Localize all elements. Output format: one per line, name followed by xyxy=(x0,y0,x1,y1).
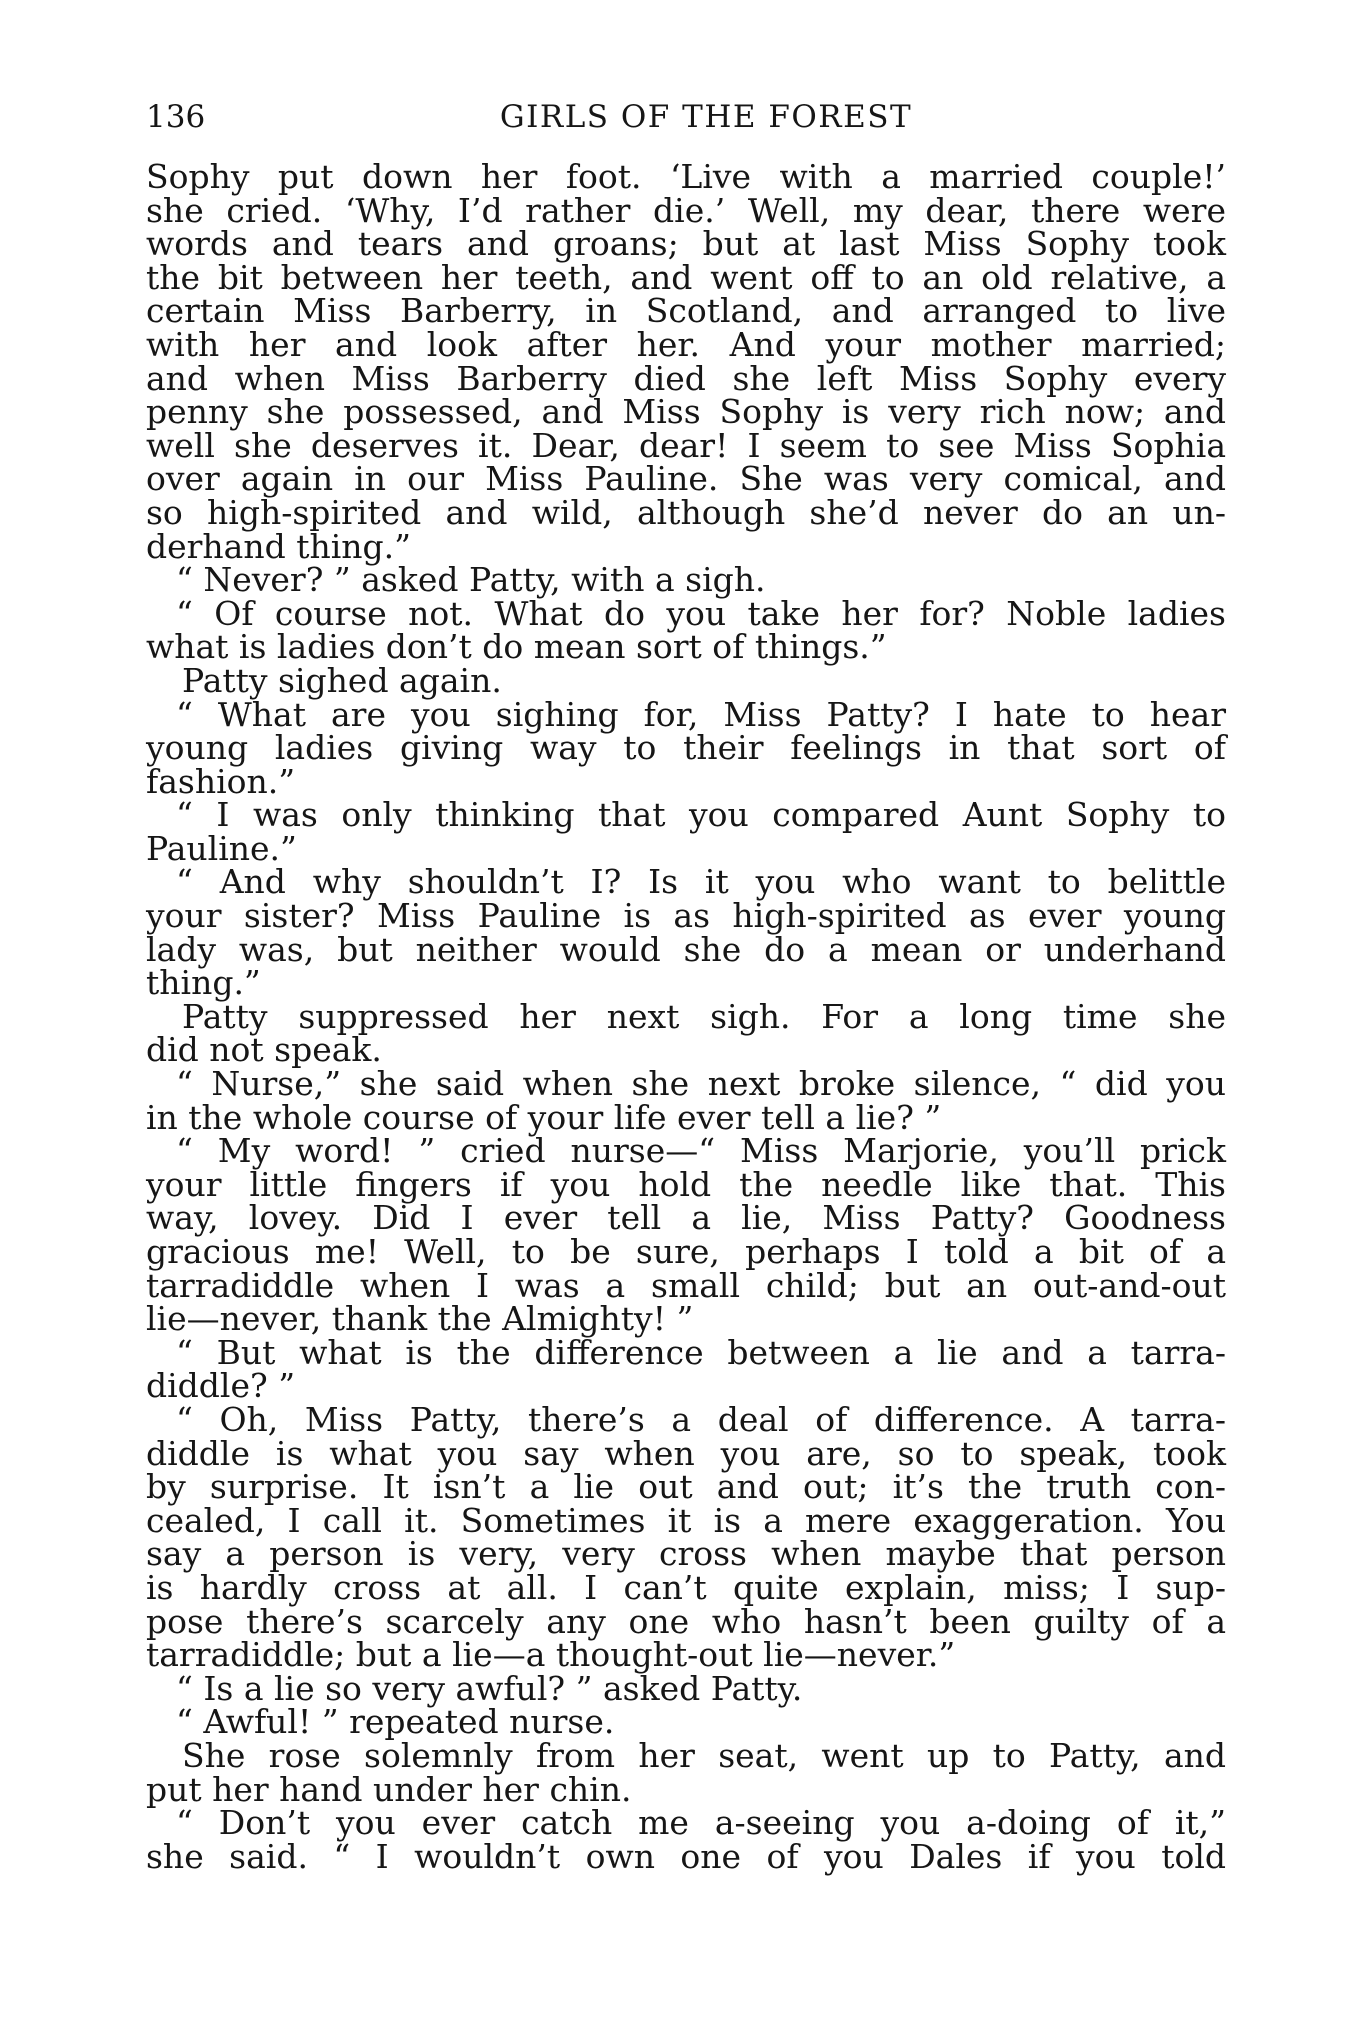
text-line: “ And why shouldn’t I? Is it you who want to belittle xyxy=(176,862,1226,902)
text-line: diddle is what you say when you are, so to speak, took xyxy=(146,1433,1226,1473)
text-line: fashion.” xyxy=(146,761,296,801)
text-line: Sophy put down her foot. ‘Live with a married couple!’ xyxy=(146,157,1226,196)
text-line: “ Awful! ” repeated nurse. xyxy=(176,1702,615,1742)
text-line: Pauline.” xyxy=(146,828,297,868)
text-line: “ I was only thinking that you compared Aunt Sophy to xyxy=(176,795,1226,835)
text-line: and when Miss Barberry died she left Miss Sophy every xyxy=(146,358,1226,398)
text-line: over again in our Miss Pauline. She was very comical, and xyxy=(146,459,1226,499)
text-line: She rose solemnly from her seat, went up to Patty, and xyxy=(182,1735,1226,1775)
text-line: way, lovey. Did I ever tell a lie, Miss Patty? Goodness xyxy=(146,1198,1226,1238)
text-line: “ Of course not. What do you take her for? Noble ladies xyxy=(176,593,1226,633)
text-line: “ Is a lie so very awful? ” asked Patty. xyxy=(176,1668,803,1708)
text-line: tarradiddle; but a lie—a thought-out lie—never.” xyxy=(146,1635,956,1675)
text-line: with her and look after her. And your mother married; xyxy=(146,324,1226,364)
text-line: cealed, I call it. Sometimes it is a mere exaggeration. You xyxy=(146,1500,1226,1540)
text-line: “ Never? ” asked Patty, with a sigh. xyxy=(176,560,766,600)
text-line: put her hand under her chin. xyxy=(146,1769,632,1809)
text-line: your little fingers if you hold the needle like that. This xyxy=(146,1164,1226,1204)
text-line: pose there’s scarcely any one who hasn’t been guilty of a xyxy=(146,1601,1226,1641)
text-line: certain Miss Barberry, in Scotland, and arranged to live xyxy=(146,291,1226,331)
text-line: so high-spirited and wild, although she’d never do an un- xyxy=(146,492,1226,532)
text-line: Patty sighed again. xyxy=(182,660,502,700)
page-header xyxy=(146,94,1226,140)
text-line: gracious me! Well, to be sure, perhaps I told a bit of a xyxy=(146,1232,1226,1271)
text-line: is hardly cross at all. I can’t quite explain, miss; I sup- xyxy=(146,1567,1226,1607)
text-line: tarradiddle when I was a small child; but an out-and-out xyxy=(146,1265,1226,1305)
text-line: the bit between her teeth, and went off to an old relative, a xyxy=(146,257,1226,297)
text-line: Patty suppressed her next sigh. For a long time she xyxy=(182,996,1226,1036)
text-line: “ What are you sighing for, Miss Patty? I hate to hear xyxy=(176,694,1226,734)
text-line: “ Oh, Miss Patty, there’s a deal of difference. A tarra- xyxy=(176,1399,1226,1439)
text-line: did not speak. xyxy=(146,1030,382,1070)
text-line: lady was, but neither would she do a mean or underhand xyxy=(146,929,1226,969)
text-line: well she deserves it. Dear, dear! I seem to see Miss Sophia xyxy=(146,425,1226,465)
text-line: say a person is very, very cross when maybe that person xyxy=(146,1534,1226,1574)
text-line: young ladies giving way to their feelings in that sort of xyxy=(146,728,1226,768)
text-line: derhand thing.” xyxy=(146,526,412,566)
text-line: thing.” xyxy=(146,963,261,1003)
text-line: penny she possessed, and Miss Sophy is very rich now; and xyxy=(146,392,1226,432)
page-number: 136 xyxy=(146,99,206,135)
text-line: what is ladies don’t do mean sort of things.” xyxy=(146,627,887,667)
body-text xyxy=(146,157,1226,1876)
text-line: she cried. ‘Why, I’d rather die.’ Well, my dear, there were xyxy=(146,190,1226,230)
text-line: “ Nurse,” she said when she next broke silence, “ did you xyxy=(176,1064,1226,1104)
text-line: diddle? ” xyxy=(146,1366,296,1406)
text-line: “ Don’t you ever catch me a-seeing you a-doing of it,” xyxy=(176,1803,1226,1843)
text-line: words and tears and groans; but at last Miss Sophy took xyxy=(146,224,1226,264)
text-line: she said. “ I wouldn’t own one of you Dales if you told xyxy=(146,1836,1226,1876)
text-line: by surprise. It isn’t a lie out and out; it’s the truth con- xyxy=(146,1467,1226,1507)
text-line: “ But what is the difference between a lie and a tarra- xyxy=(176,1332,1226,1372)
running-title: GIRLS OF THE FOREST xyxy=(499,99,913,135)
text-line: lie—never, thank the Almighty! ” xyxy=(146,1299,694,1339)
text-line: your sister? Miss Pauline is as high-spirited as ever young xyxy=(146,896,1226,936)
text-line: “ My word! ” cried nurse—“ Miss Marjorie, you’ll prick xyxy=(176,1131,1226,1171)
text-line: in the whole course of your life ever tell a lie? ” xyxy=(146,1097,942,1137)
